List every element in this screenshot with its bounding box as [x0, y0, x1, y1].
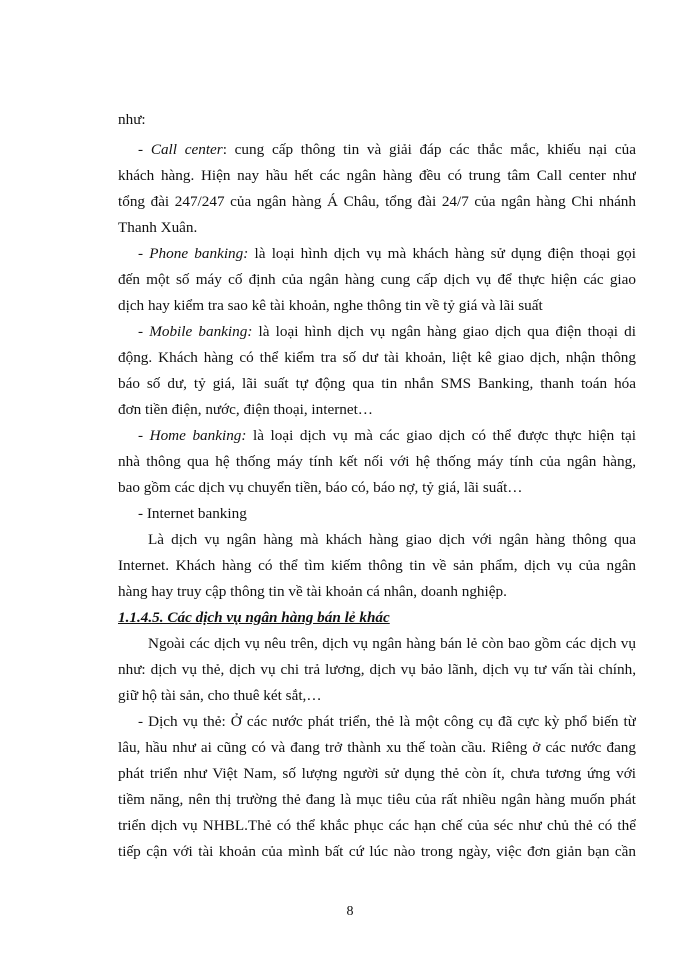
- text-line: lâu, hầu như ai cũng có và đang trở thành xu thế toàn cầu. Riêng ở các nước đang: [118, 739, 636, 756]
- text-line: hàng hay truy cập thông tin về tài khoản cá nhân, doanh nghiệp.: [118, 583, 507, 600]
- text-line: Ngoài các dịch vụ nêu trên, dịch vụ ngân hàng bán lẻ còn bao gồm các dịch vụ: [148, 635, 636, 652]
- text-line: khách hàng. Hiện nay hầu hết các ngân hàng đều có trung tâm Call center như: [118, 167, 636, 184]
- internet-banking-line: - Internet banking: [138, 505, 247, 522]
- text-line: tổng đài 247/247 của ngân hàng Á Châu, tổng đài 24/7 của ngân hàng Chi nhánh: [118, 193, 636, 210]
- text-line: như: dịch vụ thẻ, dịch vụ chi trả lương, dịch vụ bảo lãnh, dịch vụ tư vấn tài chính,: [118, 661, 636, 678]
- text-span: là loại hình dịch vụ ngân hàng giao dịch qua điện thoại di: [252, 323, 636, 340]
- text-line: như:: [118, 111, 146, 128]
- text-line: tiếp cận với tài khoản của mình bất cứ lúc nào trong ngày, việc đơn giản bạn cần: [118, 843, 636, 860]
- text-line: giữ hộ tài sản, cho thuê két sắt,…: [118, 687, 322, 704]
- bullet-dash: -: [138, 427, 150, 444]
- text-line: báo số dư, tỷ giá, lãi suất tự động qua tin nhắn SMS Banking, thanh toán hóa: [118, 375, 636, 392]
- text-line: Là dịch vụ ngân hàng mà khách hàng giao dịch với ngân hàng thông qua: [148, 531, 636, 548]
- text-line: động. Khách hàng có thể kiểm tra số dư tài khoản, liệt kê giao dịch, nhận thông: [118, 349, 636, 366]
- term-phone-banking: Phone banking:: [149, 245, 249, 262]
- card-service-line: - Dịch vụ thẻ: Ở các nước phát triển, thẻ là một công cụ đã cực kỳ phổ biến từ: [138, 713, 636, 730]
- text-span: là loại hình dịch vụ mà khách hàng sử dụng điện thoại gọi: [248, 245, 636, 262]
- text-line: nhà thông qua hệ thống máy tính kết nối với hệ thống máy tính của ngân hàng,: [118, 453, 636, 470]
- bullet-dash: -: [138, 323, 150, 340]
- page-number: 8: [346, 904, 354, 919]
- text-line: Internet. Khách hàng có thể tìm kiếm thông tin về sản phẩm, dịch vụ của ngân: [118, 557, 636, 574]
- mobile-banking-line: [138, 322, 636, 342]
- home-banking-line: [138, 426, 636, 446]
- text-line: Thanh Xuân.: [118, 219, 198, 236]
- phone-banking-line: [138, 244, 636, 264]
- text-line: triển dịch vụ NHBL.Thẻ có thể khắc phục các hạn chế của séc như chủ thẻ có thể: [118, 817, 636, 834]
- text-line: đến một số máy cố định của ngân hàng cung cấp dịch vụ để thực hiện các giao: [118, 271, 636, 288]
- text-span: là loại dịch vụ mà các giao dịch có thể được thực hiện tại: [246, 427, 636, 444]
- text-line: dịch hay kiểm tra sao kê tài khoản, nghe thông tin về tỷ giá và lãi suất: [118, 297, 543, 314]
- term-call-center: Call center: [150, 141, 223, 158]
- section-heading: 1.1.4.5. Các dịch vụ ngân hàng bán lẻ khác: [118, 609, 390, 626]
- text-span: : cung cấp thông tin và giải đáp các thắc mắc, khiếu nại của: [222, 141, 636, 158]
- text-line: tiềm năng, nên thị trường thẻ đang là mục tiêu của rất nhiều ngân hàng muốn phát: [118, 791, 636, 808]
- call-center-line: [138, 140, 636, 160]
- bullet-dash: -: [138, 141, 151, 158]
- bullet-dash: -: [138, 245, 150, 262]
- term-mobile-banking: Mobile banking:: [149, 323, 253, 340]
- text-line: bao gồm các dịch vụ chuyển tiền, báo có, báo nợ, tỷ giá, lãi suất…: [118, 479, 523, 496]
- text-line: phát triển như Việt Nam, số lượng người sử dụng thẻ còn ít, chưa tương ứng với: [118, 765, 636, 782]
- text-line: đơn tiền điện, nước, điện thoại, internet…: [118, 401, 373, 418]
- term-home-banking: Home banking:: [149, 427, 247, 444]
